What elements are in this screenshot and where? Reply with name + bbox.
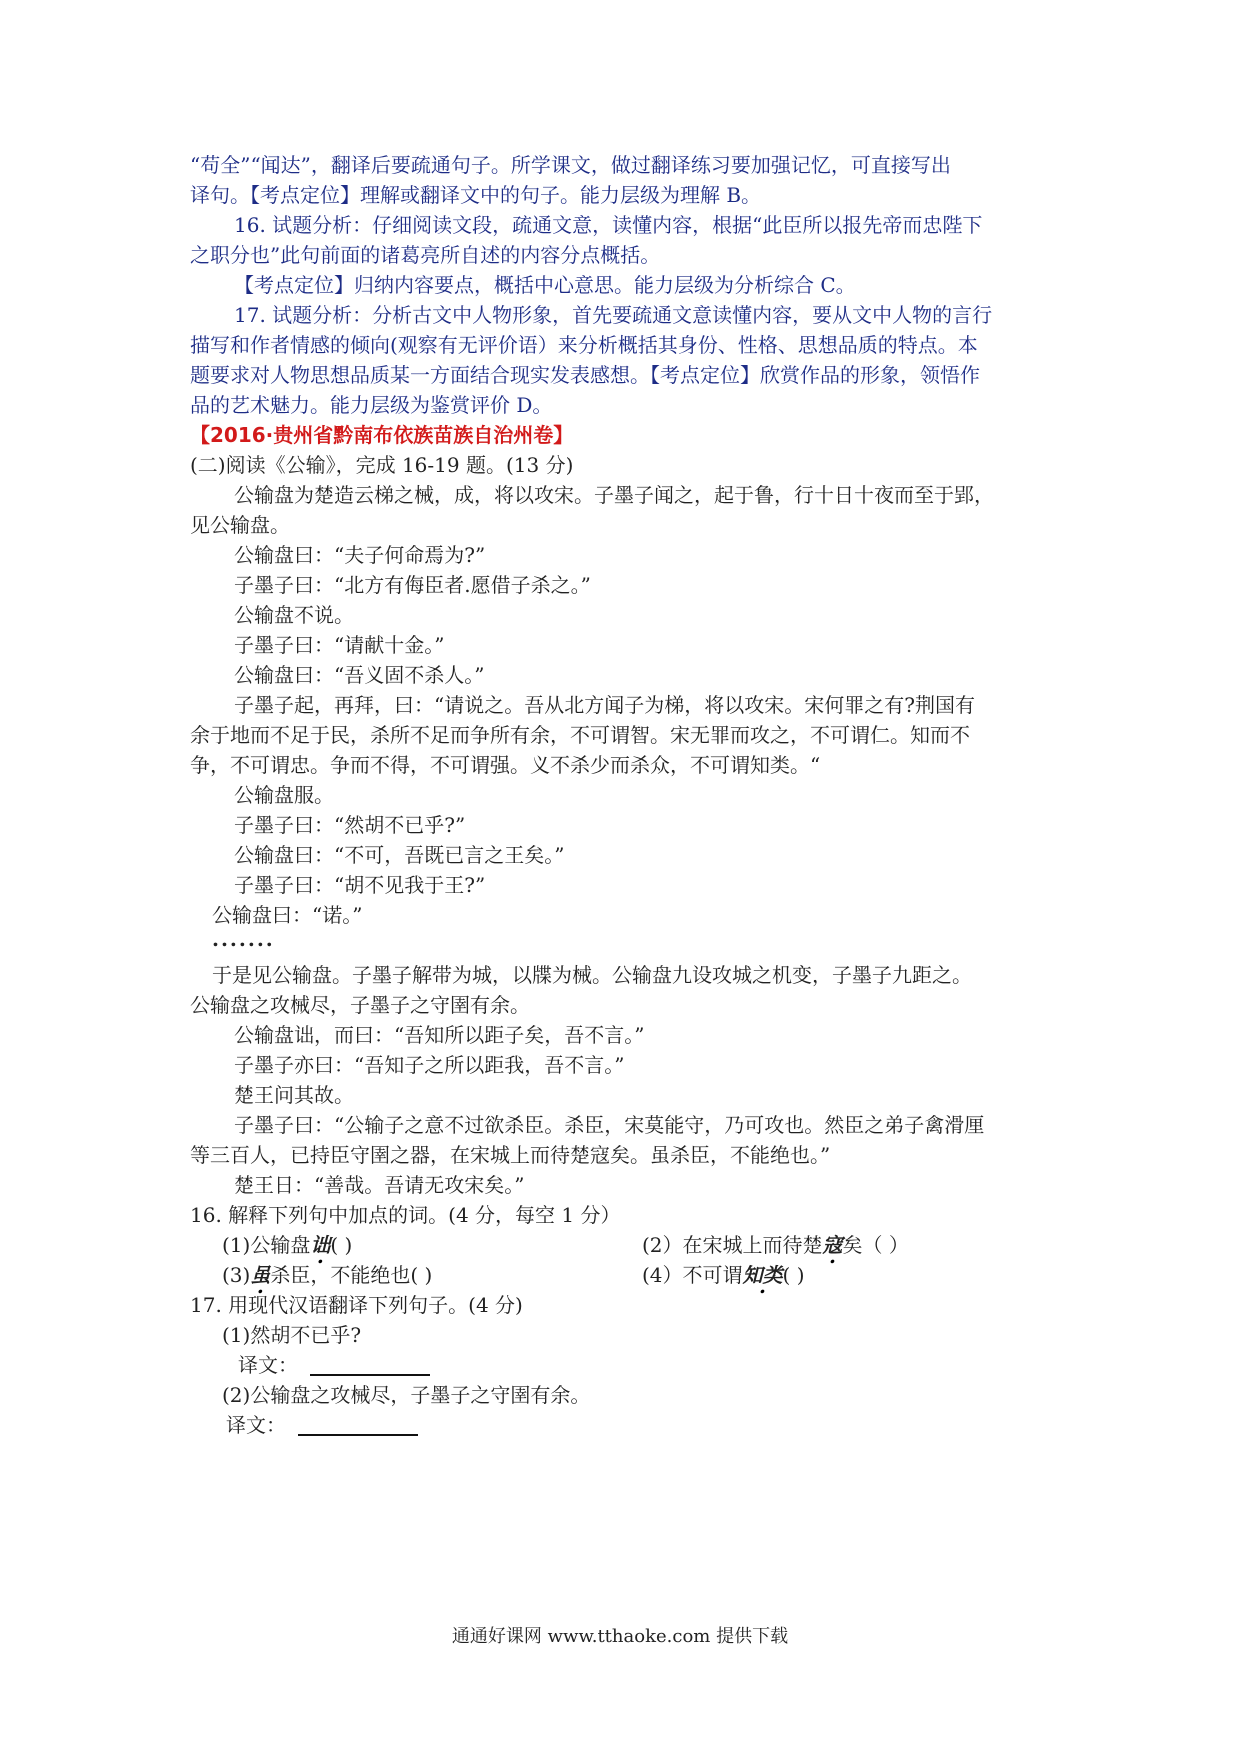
- passage-line: 子墨子起，再拜，曰：“请说之。吾从北方闻子为梯，将以攻宋。宋何罪之有?荆国有: [234, 693, 975, 717]
- passage-ellipsis: .......: [212, 927, 275, 951]
- q16-item-3: (3)虽杀臣，不能绝也( ): [222, 1263, 433, 1287]
- analysis-line: “苟全”“闻达”，翻译后要疏通句子。所学课文，做过翻译练习要加强记忆，可直接写出: [190, 153, 951, 177]
- q17-answer-1: 译文：: [238, 1350, 430, 1380]
- passage-line: 公输盘为楚造云梯之械，成，将以攻宋。子墨子闻之，起于鲁，行十日十夜而至于郢，: [234, 483, 994, 507]
- passage-line: 等三百人，已持臣守圉之器，在宋城上而待楚寇矣。虽杀臣，不能绝也。”: [190, 1143, 831, 1167]
- analysis-line: 译句。【考点定位】理解或翻译文中的句子。能力层级为理解 B。: [190, 183, 762, 207]
- dotted-word: 寇: [822, 1233, 843, 1257]
- q17-sentence-1: (1)然胡不已乎?: [222, 1323, 362, 1347]
- passage-line: 子墨子曰：“请献十金。”: [234, 633, 445, 657]
- passage-line: 公输盘曰：“不可，吾既已言之王矣。”: [234, 843, 565, 867]
- analysis-17-line: 题要求对人物思想品质某一方面结合现实发表感想。【考点定位】欣赏作品的形象，领悟作: [190, 363, 980, 387]
- passage-line: 公输盘之攻械尽，子墨子之守圉有余。: [190, 993, 530, 1017]
- q16-item-1: (1)公输盘诎( ): [222, 1233, 353, 1257]
- passage-line: 子墨子曰：“然胡不已乎?”: [234, 813, 466, 837]
- question-17-stem: 17. 用现代汉语翻译下列句子。(4 分): [190, 1293, 523, 1317]
- dotted-word: 虽: [250, 1263, 271, 1287]
- q16-item-2: (2）在宋城上而待楚寇矣（ ）: [642, 1233, 909, 1257]
- q16-item-4: (4）不可谓知类( ): [642, 1263, 805, 1287]
- dotted-word: 知类: [742, 1263, 783, 1287]
- passage-line: 余于地而不足于民，杀所不足而争所有余，不可谓智。宋无罪而攻之，不可谓仁。知而不: [190, 723, 970, 747]
- question-16-row-2: [222, 1260, 1060, 1290]
- passage-line: 楚王日：“善哉。吾请无攻宋矣。”: [234, 1173, 525, 1197]
- analysis-17-line: 17. 试题分析：分析古文中人物形象，首先要疏通文意读懂内容，要从文中人物的言行: [234, 303, 993, 327]
- passage-line: 子墨子曰：“北方有侮臣者.愿借子杀之。”: [234, 573, 591, 597]
- page-footer: 通通好课网 www.tthaoke.com 提供下载: [451, 1626, 789, 1647]
- answer-blank[interactable]: [310, 1354, 430, 1376]
- q17-sentence-2: (2)公输盘之攻械尽，子墨子之守圉有余。: [222, 1383, 591, 1407]
- passage-line: 楚王问其故。: [234, 1083, 354, 1107]
- passage-line: 见公输盘。: [190, 513, 290, 537]
- analysis-16-line: 之职分也”此句前面的诸葛亮所自述的内容分点概括。: [190, 243, 661, 267]
- passage-line: 公输盘诎，而曰：“吾知所以距子矣，吾不言。”: [234, 1023, 645, 1047]
- analysis-16-kaodian: 【考点定位】归纳内容要点，概括中心意思。能力层级为分析综合 C。: [234, 273, 856, 297]
- analysis-16-line: 16. 试题分析：仔细阅读文段，疏通文意，读懂内容，根据“此臣所以报先帝而忠陛下: [234, 213, 983, 237]
- passage-line: 争，不可谓忠。争而不得，不可谓强。义不杀少而杀众，不可谓知类。“: [190, 753, 821, 777]
- analysis-17-line: 品的艺术魅力。能力层级为鉴赏评价 D。: [190, 393, 553, 417]
- question-16-stem: 16. 解释下列句中加点的词。(4 分，每空 1 分）: [190, 1203, 621, 1227]
- passage-line: 于是见公输盘。子墨子解带为城，以牒为械。公输盘九设攻城之机变，子墨子九距之。: [212, 963, 972, 987]
- section-intro: (二)阅读《公输》，完成 16-19 题。(13 分): [190, 453, 574, 477]
- passage-line: 公输盘曰：“吾义固不杀人。”: [234, 663, 485, 687]
- answer-blank[interactable]: [298, 1414, 418, 1436]
- passage-line: 子墨子曰：“胡不见我于王?”: [234, 873, 486, 897]
- dotted-word: 诎: [310, 1233, 331, 1257]
- question-16-row-1: [222, 1230, 1060, 1260]
- passage-line: 公输盘不说。: [234, 603, 354, 627]
- section-title: 【2016·贵州省黔南布依族苗族自治州卷】: [190, 423, 574, 447]
- passage-line: 子墨子曰：“公输子之意不过欲杀臣。杀臣，宋莫能守，乃可攻也。然臣之弟子禽滑厘: [234, 1113, 985, 1137]
- passage-line: 公输盘服。: [234, 783, 334, 807]
- analysis-17-line: 描写和作者情感的倾向(观察有无评价语）来分析概括其身份、性格、思想品质的特点。本: [190, 333, 978, 357]
- passage-line: 子墨子亦曰：“吾知子之所以距我，吾不言。”: [234, 1053, 625, 1077]
- passage-line: 公输盘曰：“诺。”: [212, 903, 363, 927]
- q17-answer-2: 译文：: [226, 1410, 418, 1440]
- passage-line: 公输盘曰：“夫子何命焉为?”: [234, 543, 486, 567]
